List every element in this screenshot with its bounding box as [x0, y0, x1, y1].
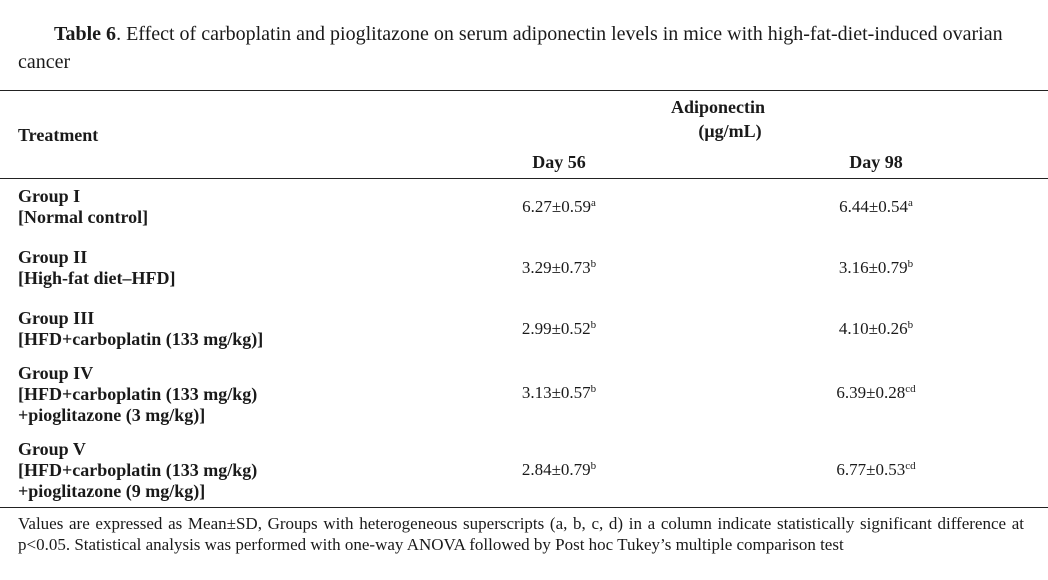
value-day98: [839, 196, 913, 218]
treatment-description: [High-fat diet–HFD]: [18, 268, 176, 288]
mean-sd: 3.29±0.73: [521, 258, 591, 277]
treatment-description: [HFD+carboplatin (133 mg/kg)]: [18, 329, 264, 349]
header-treatment: Treatment: [18, 125, 99, 145]
value-day98: [836, 459, 915, 481]
table-footnote: Values are expressed as Mean±SD, Groups with heterogeneous superscripts (a, b, c, d) in a column indicate statistically significant difference at p<0.05. Statistical analysis was performed with one-way ANOVA followed by Post hoc Tukey’s multiple comparison test: [18, 514, 1024, 554]
value-day56: [522, 318, 596, 340]
value-day98: [839, 318, 913, 340]
mean-sd: 3.13±0.57: [521, 383, 591, 402]
table-caption: [18, 20, 1030, 76]
significance-superscript: cd: [905, 460, 916, 472]
significance-superscript: b: [907, 319, 914, 331]
treatment-description: [HFD+carboplatin (133 mg/kg): [18, 460, 258, 480]
value-day56: [522, 257, 596, 279]
significance-superscript: b: [907, 258, 914, 270]
treatment-description: [HFD+carboplatin (133 mg/kg): [18, 384, 258, 404]
treatment-description: +pioglitazone (3 mg/kg)]: [18, 405, 206, 425]
header-rule: [0, 178, 1048, 179]
value-day56: [522, 382, 596, 404]
mean-sd: 3.16±0.79: [838, 258, 908, 277]
mean-sd: 6.39±0.28: [836, 383, 906, 402]
significance-superscript: b: [590, 258, 597, 270]
header-measure: Adiponectin: [670, 97, 766, 117]
significance-superscript: a: [907, 197, 913, 209]
significance-superscript: b: [590, 383, 597, 395]
table-label: Table 6: [54, 23, 117, 45]
top-rule: [0, 90, 1048, 91]
bottom-rule: [0, 507, 1048, 508]
treatment-description: [Normal control]: [18, 207, 149, 227]
group-name: Group IV: [18, 363, 94, 383]
mean-sd: 6.44±0.54: [839, 197, 908, 216]
significance-superscript: b: [590, 460, 597, 472]
treatment-description: +pioglitazone (9 mg/kg)]: [18, 481, 206, 501]
mean-sd: 6.27±0.59: [522, 197, 591, 216]
group-name: Group II: [18, 247, 88, 267]
significance-superscript: a: [590, 197, 596, 209]
mean-sd: 2.99±0.52: [521, 319, 591, 338]
value-day98: [836, 382, 915, 404]
mean-sd: 2.84±0.79: [521, 460, 591, 479]
group-name: Group III: [18, 308, 95, 328]
significance-superscript: cd: [905, 383, 916, 395]
header-day98: Day 98: [849, 152, 903, 172]
value-day56: [522, 196, 596, 218]
value-day56: [522, 459, 596, 481]
mean-sd: 4.10±0.26: [838, 319, 908, 338]
header-unit: (μg/mL): [698, 121, 762, 141]
group-name: Group I: [18, 186, 81, 206]
significance-superscript: b: [590, 319, 597, 331]
group-name: Group V: [18, 439, 86, 459]
mean-sd: 6.77±0.53: [836, 460, 906, 479]
header-day56: Day 56: [532, 152, 586, 172]
table-title: . Effect of carboplatin and pioglitazone on serum adiponectin levels in mice with high-fat-diet-induced ovarian cancer: [18, 23, 1003, 73]
value-day98: [839, 257, 913, 279]
